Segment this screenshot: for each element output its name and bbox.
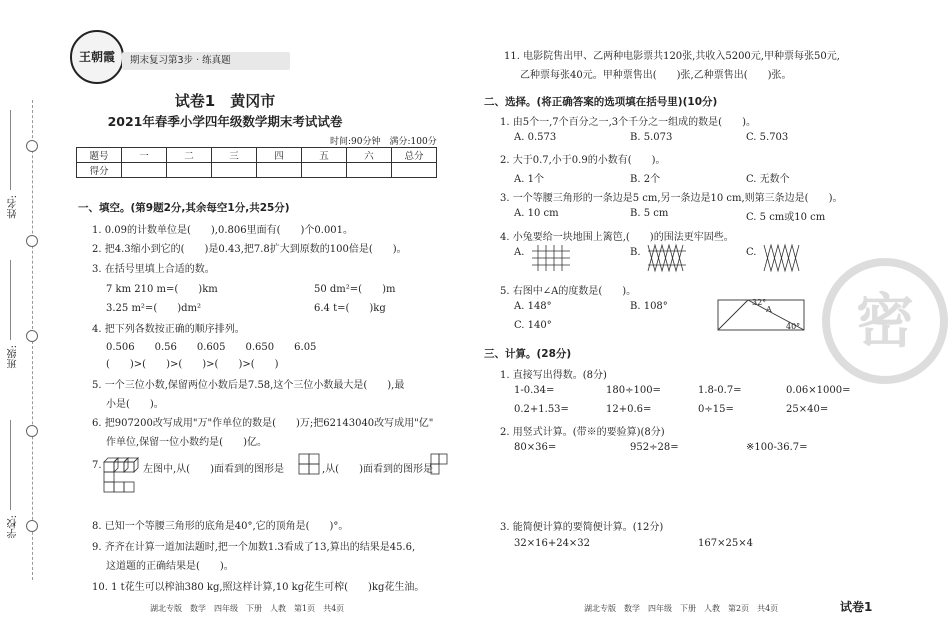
table-cell: 二 [167,148,212,163]
question-1: 1. 0.09的计数单位是( ),0.806里面有( )个0.001。 [92,225,354,236]
table-cell: 得分 [77,163,122,178]
calc-1-item: 1-0.34= [514,385,555,396]
fence-grid-icon [530,243,572,273]
calc-1-item: 0.2+1.53= [514,404,569,415]
question-11-cont: 乙种票每张40元。甲种票售出( )张,乙种票售出( )张。 [520,70,792,81]
score-table-score-row [77,163,437,178]
question-4-blanks: ( )>( )>( )>( )>( ) [106,359,279,370]
choice-2: 2. 大于0.7,小于0.9的小数有( )。 [500,155,666,166]
score-input-cell[interactable] [212,163,257,178]
class-label: 班级: [8,345,19,369]
question-10: 10. 1 t花生可以榨油380 kg,照这样计算,10 kg花生可榨( )kg花生油。 [92,582,425,593]
choice-2-a[interactable]: A. 1个 [514,174,544,185]
table-cell: 总分 [392,148,437,163]
question-7-number: 7. [92,460,102,471]
angle-40-label: 40° [786,322,801,331]
question-3: 3. 在括号里填上合适的数。 [92,264,215,275]
question-7-text-a: 左图中,从( )面看到的图形是 [143,464,284,475]
question-3b: 50 dm²=( )m [314,284,396,295]
question-3a: 7 km 210 m=( )km [106,284,218,295]
choice-1-c[interactable]: C. 5.703 [746,132,789,143]
calc-2-item: 952÷28= [630,442,679,453]
name-label: 姓名: [8,195,19,219]
calc-3: 3. 能简便计算的要简便计算。(12分) [500,522,664,533]
score-input-cell[interactable] [167,163,212,178]
calc-1-item: 1.8-0.7= [698,385,742,396]
score-input-cell[interactable] [302,163,347,178]
fence-triangle-icon [646,243,688,273]
choice-4-b[interactable]: B. [630,247,641,258]
binding-hole [26,425,38,437]
question-9-cont: 这道题的正确结果是( )。 [106,561,234,572]
question-5: 5. 一个三位小数,保留两位小数后是7.58,这个三位小数最大是( ),最 [92,380,405,391]
calc-3-item: 167×25×4 [698,538,753,549]
choice-2-b[interactable]: B. 2个 [630,174,661,185]
footer-right: 湖北专版 数学 四年级 下册 人教 第2页 共4页 [584,604,779,613]
question-6-cont: 作单位,保留一位小数约是( )亿。 [106,437,267,448]
choice-1-b[interactable]: B. 5.073 [630,132,673,143]
binding-hole [26,140,38,152]
table-cell: 三 [212,148,257,163]
table-cell: 六 [347,148,392,163]
exam-meta: 时间:90分钟 满分:100分 [330,137,437,147]
question-8: 8. 已知一个等腰三角形的底角是40°,它的顶角是( )°。 [92,521,349,532]
question-4-numbers: 0.506 0.56 0.605 0.650 6.05 [106,342,317,353]
choice-3: 3. 一个等腰三角形的一条边是5 cm,另一条边是10 cm,则第三条边是( )。 [500,193,843,204]
angle-a-label: A [766,305,772,314]
score-input-cell[interactable] [122,163,167,178]
cube-stack-figure [102,452,142,498]
question-2: 2. 把4.3缩小到它的( )是0.43,把7.8扩大到原数的100倍是( )。 [92,244,407,255]
calc-1-item: 180÷100= [606,385,661,396]
calc-3-item: 32×16+24×32 [514,538,591,549]
calc-2: 2. 用竖式计算。(带※的要验算)(8分) [500,427,665,438]
page-subtitle: 2021年春季小学四年级数学期末考试试卷 [107,114,343,129]
choice-5-a[interactable]: A. 148° [514,301,552,312]
choice-3-c[interactable]: C. 5 cm或10 cm [746,212,826,223]
question-7-text-b: ,从( )面看到的图形是 [322,464,433,475]
step-banner: 期末复习第3步 · 练真题 [122,52,290,70]
section-choice: 二、选择。(将正确答案的选项填在括号里)(10分) [484,96,718,108]
calc-2-item: 80×36= [514,442,557,453]
choice-3-a[interactable]: A. 10 cm [514,208,559,219]
calc-1-item: 25×40= [786,404,829,415]
score-input-cell[interactable] [392,163,437,178]
view-figure-a [298,452,324,476]
choice-2-c[interactable]: C. 无数个 [746,174,790,185]
choice-4-a[interactable]: A. [514,247,525,258]
score-input-cell[interactable] [257,163,302,178]
school-blank[interactable] [10,420,11,510]
choice-3-b[interactable]: B. 5 cm [630,208,669,219]
binding-hole [26,520,38,532]
choice-5-b[interactable]: B. 108° [630,301,668,312]
choice-5: 5. 右图中∠A的度数是( )。 [500,286,637,297]
binding-hole [26,235,38,247]
view-figure-b [430,452,450,476]
score-input-cell[interactable] [347,163,392,178]
section-calc: 三、计算。(28分) [484,348,572,360]
fence-zigzag-icon [762,243,804,273]
calc-1-item: 0÷15= [698,404,734,415]
question-11: 11. 电影院售出甲、乙两种电影票共120张,共收入5200元,甲种票每张50元, [504,51,840,62]
choice-5-c[interactable]: C. 140° [514,320,552,331]
table-cell: 四 [257,148,302,163]
class-blank[interactable] [10,260,11,340]
choice-4-c[interactable]: C. [746,247,757,258]
question-9: 9. 齐齐在计算一道加法题时,把一个加数1.3看成了13,算出的结果是45.6, [92,542,416,553]
choice-4: 4. 小兔要给一块地围上篱笆,( )的围法更牢固些。 [500,232,734,243]
calc-1-item: 12+0.6= [606,404,652,415]
calc-1: 1. 直接写出得数。(8分) [500,370,607,381]
score-table-header-row [77,148,437,163]
question-3c: 3.25 m²=( )dm² [106,303,202,314]
question-3d: 6.4 t=( )kg [314,303,386,314]
section-fill-in: 一、填空。(第9题2分,其余每空1分,共25分) [78,202,290,214]
logo-text: 王朝霞 [79,50,116,64]
exam-badge: 试卷1 [840,600,873,614]
calc-2-item: ※100-36.7= [746,442,808,453]
calc-1-item: 0.06×1000= [786,385,851,396]
footer-left: 湖北专版 数学 四年级 下册 人教 第1页 共4页 [150,604,345,613]
question-5-cont: 小是( )。 [106,399,164,410]
choice-1: 1. 由5个一,7个百分之一,3个千分之一组成的数是( )。 [500,117,756,128]
binding-hole [26,330,38,342]
choice-1-a[interactable]: A. 0.573 [514,132,557,143]
question-6: 6. 把907200改写成用"万"作单位的数是( )万;把62143040改写成用"亿" [92,418,434,429]
angle-32-label: 32° [752,298,767,307]
score-table [76,147,437,178]
school-label: 学校: [8,515,19,539]
confidential-seal: 密 [822,258,948,384]
table-cell: 一 [122,148,167,163]
table-cell: 五 [302,148,347,163]
table-cell: 题号 [77,148,122,163]
page-title: 试卷1 黄冈市 [174,92,276,110]
question-4: 4. 把下列各数按正确的顺序排列。 [92,324,245,335]
